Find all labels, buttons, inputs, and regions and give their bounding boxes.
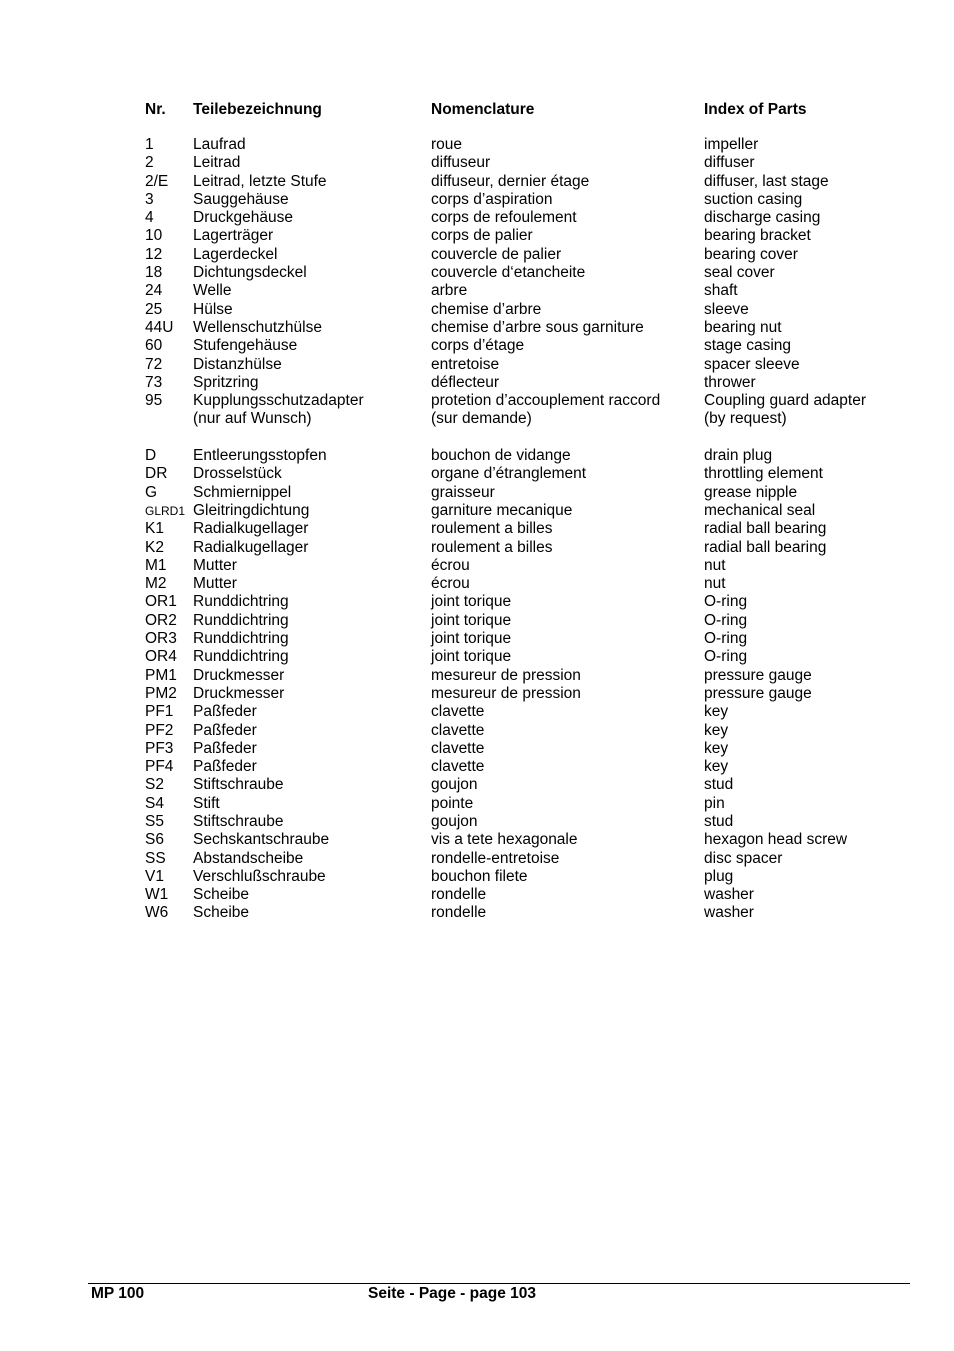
part-name-de: Radialkugellager bbox=[193, 538, 309, 556]
part-name-de: Runddichtring bbox=[193, 648, 289, 666]
part-name-fr: (sur demande) bbox=[431, 410, 532, 428]
part-name-de: Entleerungsstopfen bbox=[193, 447, 327, 465]
part-number: 2/E bbox=[145, 172, 169, 190]
part-name-en: spacer sleeve bbox=[704, 355, 800, 373]
part-name-de: Abstandscheibe bbox=[193, 849, 304, 867]
part-number: PM1 bbox=[145, 666, 177, 684]
part-name-fr: joint torique bbox=[431, 593, 512, 611]
part-name-en: disc spacer bbox=[704, 849, 783, 867]
part-name-en: nut bbox=[704, 575, 726, 593]
part-row bbox=[0, 356, 954, 374]
part-number: GLRD1 bbox=[145, 503, 186, 518]
part-name-en: pin bbox=[704, 794, 725, 812]
part-name-en: throttling element bbox=[704, 465, 823, 483]
part-number: 73 bbox=[145, 373, 163, 391]
part-row bbox=[0, 502, 954, 520]
part-name-fr: protetion d’accouplement raccord bbox=[431, 392, 661, 410]
part-row bbox=[0, 136, 954, 154]
part-row bbox=[0, 447, 954, 465]
part-number: 24 bbox=[145, 282, 163, 300]
part-name-en: shaft bbox=[704, 282, 738, 300]
part-row bbox=[0, 410, 954, 428]
part-name-de: Stift bbox=[193, 794, 220, 812]
part-name-en: stud bbox=[704, 812, 734, 830]
part-name-de: Stufengehäuse bbox=[193, 337, 298, 355]
part-name-en: Coupling guard adapter bbox=[704, 392, 867, 410]
part-number: S6 bbox=[145, 831, 164, 849]
part-name-de: Laufrad bbox=[193, 136, 246, 153]
part-name-fr: roue bbox=[431, 136, 463, 153]
part-number: M1 bbox=[145, 556, 167, 574]
part-name-de: Scheibe bbox=[193, 904, 250, 922]
part-name-fr: rondelle bbox=[431, 886, 487, 904]
part-number: W6 bbox=[145, 904, 169, 922]
part-name-en: key bbox=[704, 721, 729, 739]
part-number: PF2 bbox=[145, 721, 174, 739]
part-name-fr: roulement a billes bbox=[431, 520, 553, 538]
part-number: 72 bbox=[145, 355, 163, 373]
part-name-en: diffuser bbox=[704, 154, 755, 172]
part-name-fr: pointe bbox=[431, 794, 474, 812]
part-name-en: key bbox=[704, 739, 729, 757]
part-name-de: (nur auf Wunsch) bbox=[193, 410, 312, 428]
part-number: 25 bbox=[145, 300, 163, 318]
header-teilebezeichnung: Teilebezeichnung bbox=[193, 101, 322, 118]
part-name-fr: clavette bbox=[431, 758, 485, 776]
footer-model: MP 100 bbox=[91, 1285, 145, 1302]
part-name-fr: goujon bbox=[431, 812, 478, 830]
part-name-de: Stiftschraube bbox=[193, 776, 284, 794]
part-name-fr: graisseur bbox=[431, 483, 495, 501]
part-name-en: diffuser, last stage bbox=[704, 172, 829, 190]
part-row bbox=[0, 667, 954, 685]
part-name-fr: roulement a billes bbox=[431, 538, 553, 556]
part-name-en: seal cover bbox=[704, 264, 775, 282]
part-name-fr: goujon bbox=[431, 776, 478, 794]
part-name-de: Schmiernippel bbox=[193, 483, 292, 501]
part-name-de: Leitrad, letzte Stufe bbox=[193, 172, 327, 190]
part-name-de: Runddichtring bbox=[193, 630, 289, 648]
part-name-de: Hülse bbox=[193, 300, 233, 318]
part-name-fr: couvercle d‘etancheite bbox=[431, 264, 586, 282]
part-name-en: plug bbox=[704, 867, 734, 885]
part-row bbox=[0, 392, 954, 410]
part-name-fr: vis a tete hexagonale bbox=[431, 831, 578, 849]
part-name-en: radial ball bearing bbox=[704, 538, 827, 556]
part-number: SS bbox=[145, 849, 166, 867]
part-row bbox=[0, 648, 954, 666]
part-name-de: Druckmesser bbox=[193, 684, 285, 702]
part-name-en: O-ring bbox=[704, 648, 748, 666]
part-number: PF3 bbox=[145, 739, 174, 757]
part-row bbox=[0, 337, 954, 355]
part-number: S5 bbox=[145, 812, 164, 830]
part-name-de: Verschlußschraube bbox=[193, 867, 326, 885]
part-number: PM2 bbox=[145, 684, 177, 702]
part-number: S4 bbox=[145, 794, 164, 812]
part-name-fr: mesureur de pression bbox=[431, 684, 581, 702]
part-name-en: suction casing bbox=[704, 190, 803, 208]
part-row bbox=[0, 319, 954, 337]
part-row bbox=[0, 886, 954, 904]
part-name-en: key bbox=[704, 758, 729, 776]
part-name-de: Runddichtring bbox=[193, 593, 289, 611]
part-row bbox=[0, 813, 954, 831]
part-name-de: Druckmesser bbox=[193, 666, 285, 684]
part-name-fr: écrou bbox=[431, 556, 470, 574]
part-row bbox=[0, 722, 954, 740]
part-name-en: discharge casing bbox=[704, 209, 821, 227]
part-name-en: pressure gauge bbox=[704, 684, 812, 702]
part-number: 18 bbox=[145, 264, 163, 282]
part-number: 12 bbox=[145, 245, 163, 263]
part-name-de: Scheibe bbox=[193, 886, 250, 904]
part-row bbox=[0, 612, 954, 630]
part-name-fr: chemise d’arbre sous garniture bbox=[431, 318, 644, 336]
part-row bbox=[0, 575, 954, 593]
part-name-en: pressure gauge bbox=[704, 666, 812, 684]
part-name-de: Paßfeder bbox=[193, 758, 257, 776]
part-row bbox=[0, 850, 954, 868]
part-row bbox=[0, 520, 954, 538]
part-number: 60 bbox=[145, 337, 163, 355]
footer-divider bbox=[88, 1283, 910, 1284]
part-name-en: grease nipple bbox=[704, 483, 798, 501]
part-name-fr: corps d’étage bbox=[431, 337, 525, 355]
part-number: V1 bbox=[145, 867, 164, 885]
part-number: K1 bbox=[145, 520, 164, 538]
part-name-de: Kupplungsschutzadapter bbox=[193, 392, 364, 410]
part-name-en: bearing bracket bbox=[704, 227, 811, 245]
part-number: 4 bbox=[145, 209, 154, 227]
part-name-de: Leitrad bbox=[193, 154, 241, 172]
part-name-en: mechanical seal bbox=[704, 501, 816, 519]
parts-list bbox=[0, 136, 954, 923]
part-name-en: O-ring bbox=[704, 611, 748, 629]
part-name-de: Paßfeder bbox=[193, 739, 257, 757]
part-name-en: hexagon head screw bbox=[704, 831, 848, 849]
part-name-de: Welle bbox=[193, 282, 232, 300]
header-nr: Nr. bbox=[145, 101, 166, 118]
part-name-fr: bouchon de vidange bbox=[431, 447, 571, 465]
part-name-en: key bbox=[704, 703, 729, 721]
part-row bbox=[0, 904, 954, 922]
part-name-fr: rondelle-entretoise bbox=[431, 849, 560, 867]
part-name-de: Lagerdeckel bbox=[193, 245, 278, 263]
part-number: K2 bbox=[145, 538, 164, 556]
part-number: OR3 bbox=[145, 630, 177, 648]
part-name-en: impeller bbox=[704, 136, 759, 153]
part-row bbox=[0, 795, 954, 813]
part-name-en: (by request) bbox=[704, 410, 787, 428]
part-name-de: Druckgehäuse bbox=[193, 209, 293, 227]
part-name-de: Runddichtring bbox=[193, 611, 289, 629]
part-name-de: Spritzring bbox=[193, 373, 259, 391]
part-row bbox=[0, 868, 954, 886]
part-number: 1 bbox=[145, 136, 154, 153]
part-number: OR1 bbox=[145, 593, 177, 611]
part-row bbox=[0, 154, 954, 172]
part-name-en: O-ring bbox=[704, 593, 748, 611]
part-row bbox=[0, 246, 954, 264]
part-row bbox=[0, 831, 954, 849]
part-row bbox=[0, 776, 954, 794]
part-name-en: nut bbox=[704, 556, 726, 574]
part-name-fr: diffuseur bbox=[431, 154, 491, 172]
part-name-en: stage casing bbox=[704, 337, 792, 355]
part-row bbox=[0, 557, 954, 575]
part-row bbox=[0, 740, 954, 758]
part-name-en: O-ring bbox=[704, 630, 748, 648]
part-name-fr: corps de refoulement bbox=[431, 209, 577, 227]
part-row bbox=[0, 593, 954, 611]
part-name-fr: bouchon filete bbox=[431, 867, 528, 885]
part-name-fr: entretoise bbox=[431, 355, 500, 373]
part-number: D bbox=[145, 447, 157, 465]
part-name-en: radial ball bearing bbox=[704, 520, 827, 538]
part-name-de: Stiftschraube bbox=[193, 812, 284, 830]
part-name-de: Paßfeder bbox=[193, 703, 257, 721]
part-row bbox=[0, 465, 954, 483]
part-row bbox=[0, 484, 954, 502]
part-row bbox=[0, 630, 954, 648]
part-number: 44U bbox=[145, 318, 174, 336]
part-name-de: Wellenschutzhülse bbox=[193, 318, 322, 336]
part-name-fr: corps de palier bbox=[431, 227, 533, 245]
part-number: S2 bbox=[145, 776, 164, 794]
part-name-de: Dichtungsdeckel bbox=[193, 264, 307, 282]
part-name-en: washer bbox=[704, 904, 754, 922]
part-number: DR bbox=[145, 465, 168, 483]
part-row bbox=[0, 191, 954, 209]
part-number: G bbox=[145, 483, 158, 501]
part-row bbox=[0, 301, 954, 319]
part-number: 95 bbox=[145, 392, 163, 410]
part-name-de: Gleitringdichtung bbox=[193, 501, 310, 519]
part-number: 3 bbox=[145, 190, 154, 208]
part-row bbox=[0, 264, 954, 282]
part-name-de: Radialkugellager bbox=[193, 520, 309, 538]
part-row bbox=[0, 539, 954, 557]
part-name-de: Mutter bbox=[193, 575, 237, 593]
part-name-fr: joint torique bbox=[431, 630, 512, 648]
header-nomenclature: Nomenclature bbox=[431, 101, 535, 118]
part-number: M2 bbox=[145, 575, 167, 593]
part-name-fr: déflecteur bbox=[431, 373, 500, 391]
footer-page-number: Seite - Page - page 103 bbox=[368, 1285, 536, 1302]
row-spacer bbox=[0, 429, 954, 447]
header-index-of-parts: Index of Parts bbox=[704, 101, 807, 118]
part-row bbox=[0, 227, 954, 245]
part-number: W1 bbox=[145, 886, 169, 904]
part-row bbox=[0, 209, 954, 227]
part-name-de: Distanzhülse bbox=[193, 355, 282, 373]
part-name-fr: chemise d’arbre bbox=[431, 300, 542, 318]
part-name-en: bearing cover bbox=[704, 245, 798, 263]
part-row bbox=[0, 685, 954, 703]
part-name-fr: diffuseur, dernier étage bbox=[431, 172, 590, 190]
part-number: OR2 bbox=[145, 611, 177, 629]
part-row bbox=[0, 758, 954, 776]
part-number: OR4 bbox=[145, 648, 177, 666]
part-name-de: Sauggehäuse bbox=[193, 190, 289, 208]
part-name-fr: joint torique bbox=[431, 648, 512, 666]
part-row bbox=[0, 703, 954, 721]
part-name-fr: mesureur de pression bbox=[431, 666, 581, 684]
part-name-de: Mutter bbox=[193, 556, 237, 574]
part-name-fr: couvercle de palier bbox=[431, 245, 562, 263]
part-number: PF4 bbox=[145, 758, 174, 776]
part-name-en: bearing nut bbox=[704, 318, 782, 336]
part-name-en: washer bbox=[704, 886, 754, 904]
part-name-fr: organe d’étranglement bbox=[431, 465, 587, 483]
part-name-en: sleeve bbox=[704, 300, 749, 318]
part-name-fr: clavette bbox=[431, 721, 485, 739]
part-number: 2 bbox=[145, 154, 154, 172]
part-row bbox=[0, 282, 954, 300]
part-name-fr: clavette bbox=[431, 739, 485, 757]
part-name-fr: arbre bbox=[431, 282, 468, 300]
part-name-fr: corps d’aspiration bbox=[431, 190, 553, 208]
part-name-fr: garniture mecanique bbox=[431, 501, 573, 519]
part-name-de: Drosselstück bbox=[193, 465, 282, 483]
part-name-en: thrower bbox=[704, 373, 756, 391]
part-name-fr: rondelle bbox=[431, 904, 487, 922]
part-name-en: stud bbox=[704, 776, 734, 794]
part-number: PF1 bbox=[145, 703, 174, 721]
part-number: 10 bbox=[145, 227, 163, 245]
part-name-de: Lagerträger bbox=[193, 227, 274, 245]
part-name-fr: joint torique bbox=[431, 611, 512, 629]
part-name-de: Paßfeder bbox=[193, 721, 257, 739]
part-name-fr: écrou bbox=[431, 575, 470, 593]
part-row bbox=[0, 374, 954, 392]
part-name-en: drain plug bbox=[704, 447, 773, 465]
part-row bbox=[0, 173, 954, 191]
part-name-fr: clavette bbox=[431, 703, 485, 721]
part-name-de: Sechskantschraube bbox=[193, 831, 330, 849]
